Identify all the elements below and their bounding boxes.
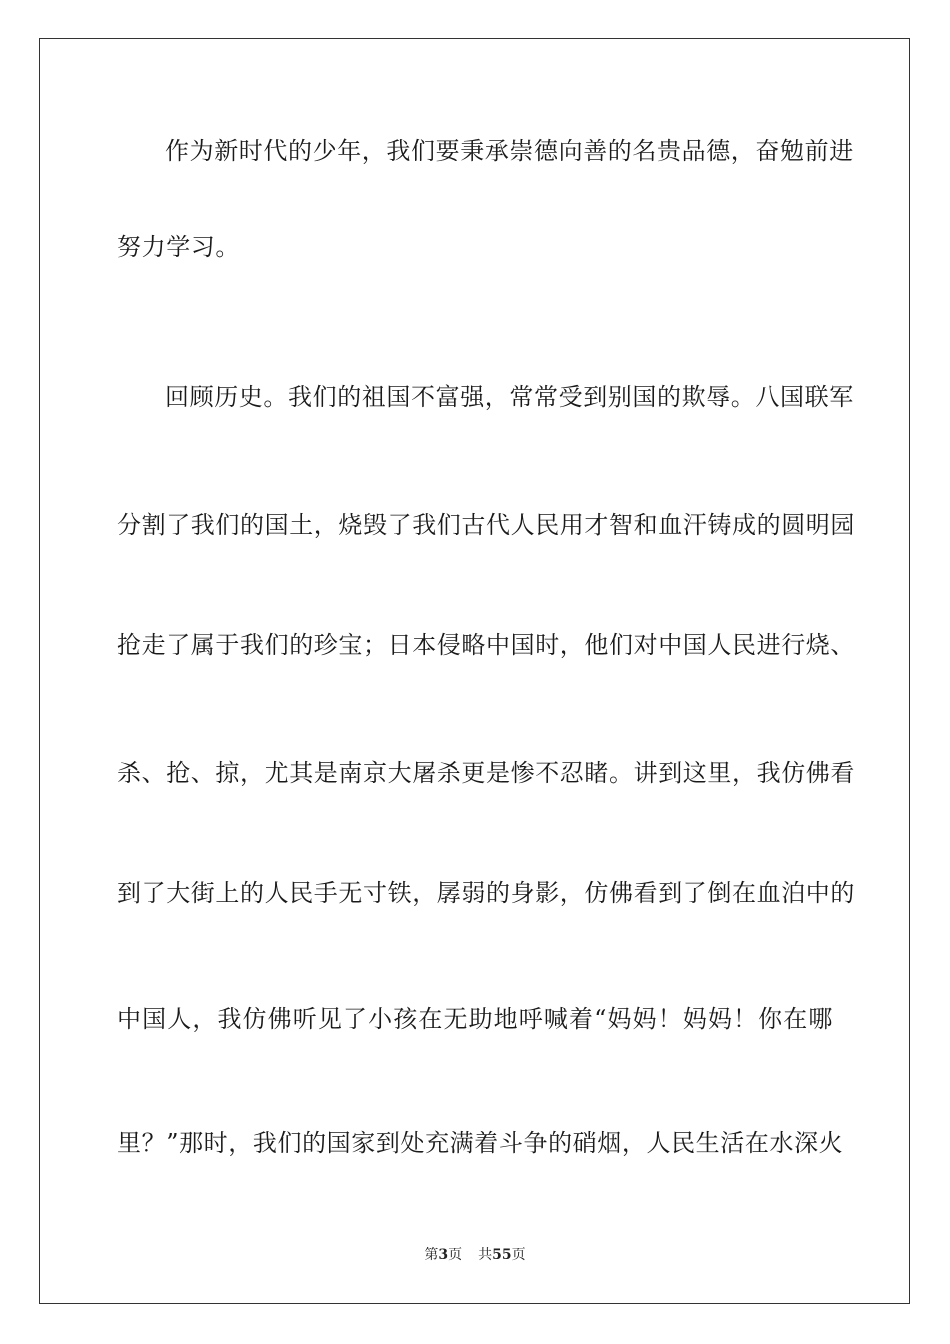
total-prefix: 共 <box>478 1247 493 1263</box>
paragraph-2-line-1: 回顾历史。我们的祖国不富强，常常受到别国的欺辱。八国联军 <box>165 383 854 411</box>
page-prefix: 第 <box>424 1247 439 1263</box>
paragraph-2-line-2: 分割了我们的国土，烧毁了我们古代人民用才智和血汗铸成的圆明园 <box>117 511 855 539</box>
paragraph-1-line-1: 作为新时代的少年，我们要秉承崇德向善的名贵品德，奋勉前进 <box>165 137 854 165</box>
paragraph-1-line-2: 努力学习。 <box>117 233 240 261</box>
total-suffix: 页 <box>511 1247 526 1263</box>
total-pages: 55 <box>492 1247 512 1263</box>
paragraph-2-line-3: 抢走了属于我们的珍宝；日本侵略中国时，他们对中国人民进行烧、 <box>117 631 855 659</box>
page-number: 3 <box>438 1247 449 1263</box>
page-suffix: 页 <box>448 1247 463 1263</box>
paragraph-2-line-6: 中国人，我仿佛听见了小孩在无助地呼喊着“妈妈！妈妈！你在哪 <box>117 1005 833 1033</box>
paragraph-2-line-4: 杀、抢、掠，尤其是南京大屠杀更是惨不忍睹。讲到这里，我仿佛看 <box>117 759 855 787</box>
page-frame <box>39 38 910 1304</box>
page-footer <box>0 1245 950 1265</box>
paragraph-2-line-5: 到了大街上的人民手无寸铁，孱弱的身影，仿佛看到了倒在血泊中的 <box>117 879 855 907</box>
paragraph-2-line-7: 里？”那时，我们的国家到处充满着斗争的硝烟，人民生活在水深火 <box>117 1129 844 1157</box>
